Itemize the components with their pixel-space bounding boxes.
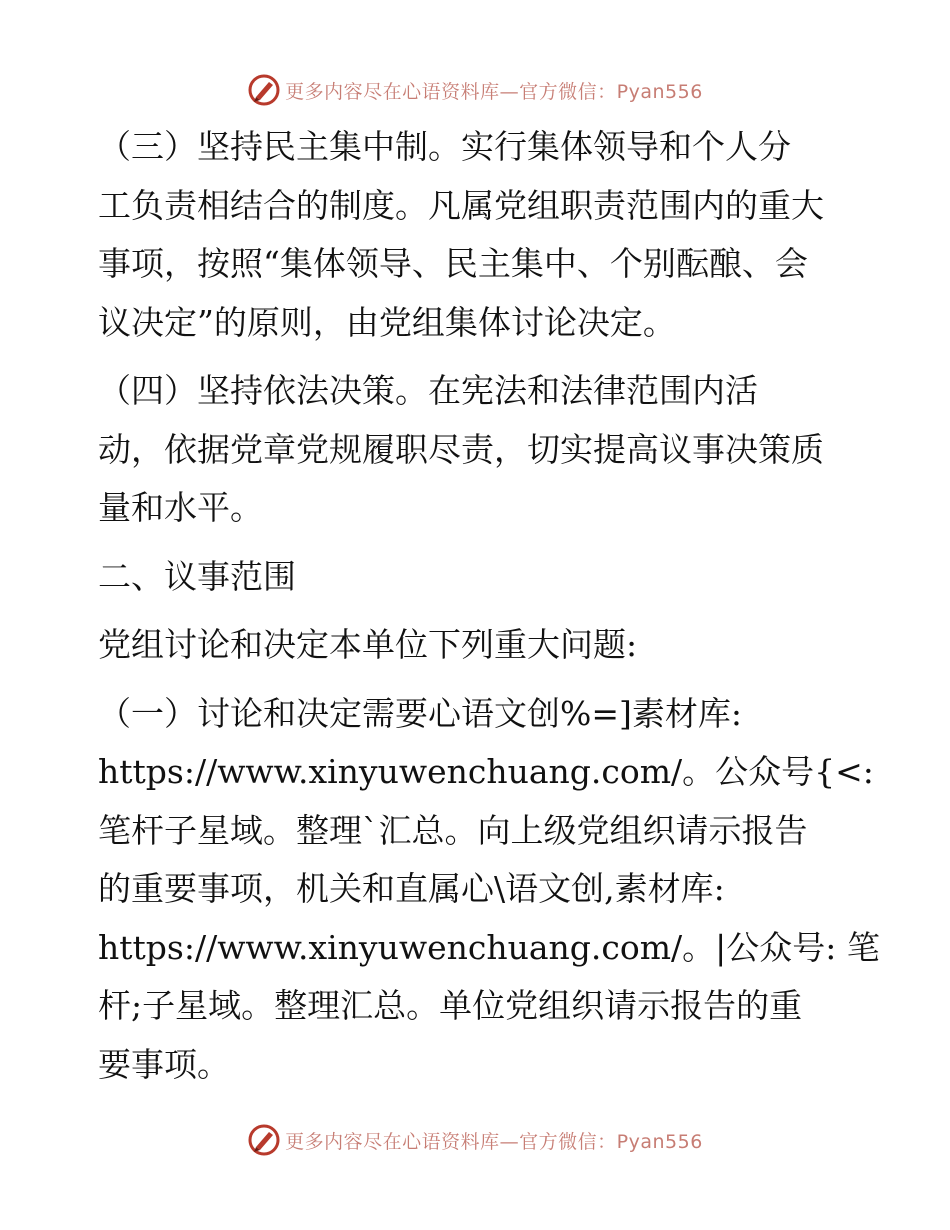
text-line: 工负责相结合的制度。凡属党组职责范围内的重大 [98, 185, 824, 225]
text-line: 党组讨论和决定本单位下列重大问题: [98, 625, 638, 664]
text-line: 事项，按照“集体领导、民主集中、个别酝酿、会 [98, 244, 808, 283]
brush-logo-icon [247, 1123, 281, 1157]
text-line: （一）讨论和决定需要心语文创%=]素材库: [98, 693, 742, 733]
text-line: 量和水平。 [98, 488, 263, 527]
text-line: （三）坚持民主集中制。实行集体领导和个人分 [98, 127, 791, 166]
section-heading [98, 548, 858, 607]
text-line: 杆;子星域。整理汇总。单位党组织请示报告的重 [98, 986, 803, 1025]
header-banner [0, 70, 950, 110]
footer-banner-text: 更多内容尽在心语资料库—官方微信：Pyan556 [285, 1130, 703, 1153]
text-line: https://www.xinyuwenchuang.com/。公众号{<: [98, 752, 874, 791]
paragraph-item-1 [98, 685, 880, 1095]
footer-banner [0, 1120, 950, 1160]
text-line: （四）坚持依法决策。在宪法和法律范围内活 [98, 371, 758, 410]
text-line: 笔杆子星域。整理`汇总。向上级党组织请示报告 [98, 810, 808, 850]
text-line: 要事项。 [98, 1044, 230, 1084]
text-line: 议决定”的原则，由党组集体讨论决定。 [98, 302, 676, 342]
paragraph-intro [98, 616, 858, 675]
paragraph-principle-3 [98, 118, 858, 352]
text-line: 二、议事范围 [98, 556, 296, 596]
text-line: https://www.xinyuwenchuang.com/。|公众号: 笔 [98, 927, 880, 967]
paragraph-principle-4 [98, 362, 858, 538]
text-line: 的重要事项，机关和直属心\语文创,素材库: [98, 869, 725, 908]
brush-logo-icon [247, 73, 281, 107]
header-banner-text: 更多内容尽在心语资料库—官方微信：Pyan556 [285, 80, 703, 103]
document-body [98, 118, 880, 1094]
text-line: 动，依据党章党规履职尽责，切实提高议事决策质 [98, 429, 824, 469]
